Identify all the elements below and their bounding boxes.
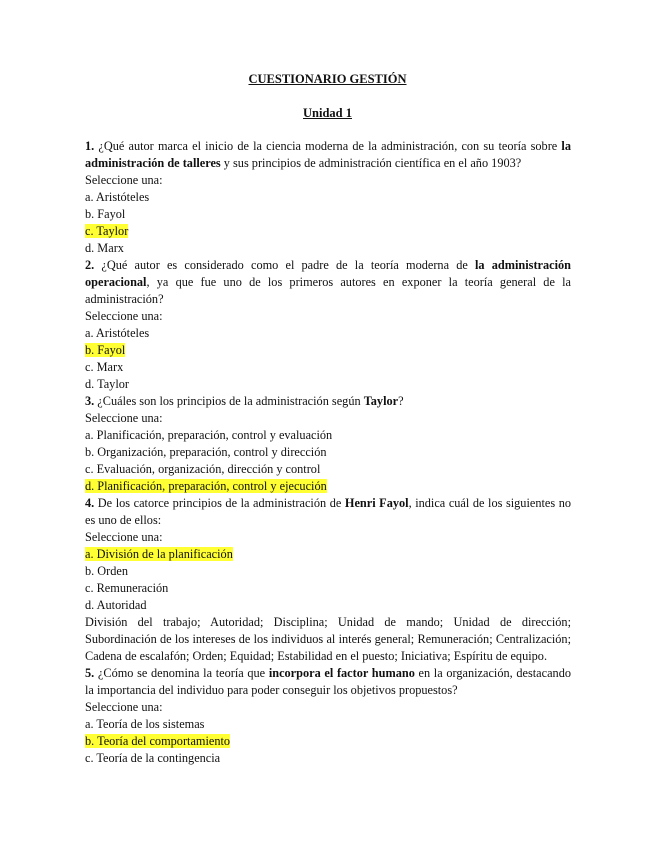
- question-number: 5.: [85, 666, 95, 680]
- question-5: 5. ¿Cómo se denomina la teoría que incorpora el factor humano en la organización, destacando la importancia del individuo para poder conseguir los objetivos propuestos?: [85, 666, 572, 697]
- question-1: 1. ¿Qué autor marca el inicio de la ciencia moderna de la administración, con su teoría sobre la administración de talleres y sus principios de administración científica en el año 1903?: [85, 139, 571, 170]
- question-2: 2. ¿Qué autor es considerado como el padre de la teoría moderna de la administración operacional, ya que fue uno de los primeros autores en exponer la teoría general de la administración?: [85, 258, 572, 306]
- correct-answer-highlight: a. División de la planificación: [85, 547, 233, 561]
- option-a: [85, 546, 571, 563]
- option-b: b. Organización, preparación, control y dirección: [85, 445, 327, 459]
- select-prompt: Seleccione una:: [85, 700, 163, 714]
- question-4: 4. De los catorce principios de la administración de Henri Fayol, indica cuál de los siguientes no es uno de ellos:: [85, 496, 572, 527]
- correct-answer-highlight: b. Fayol: [85, 343, 126, 357]
- option-a: a. Aristóteles: [85, 190, 150, 204]
- select-prompt: Seleccione una:: [85, 309, 163, 323]
- correct-answer-highlight: b. Teoría del comportamiento: [85, 734, 231, 748]
- question-3: 3. ¿Cuáles son los principios de la administración según Taylor?: [85, 394, 404, 408]
- option-b: b. Fayol: [85, 207, 126, 221]
- select-prompt: Seleccione una:: [85, 411, 163, 425]
- option-c: c. Evaluación, organización, dirección y control: [85, 462, 321, 476]
- option-c: c. Marx: [85, 360, 124, 374]
- option-a: a. Planificación, preparación, control y evaluación: [85, 428, 333, 442]
- document-title: CUESTIONARIO GESTIÓN: [248, 72, 407, 86]
- option-d: d. Marx: [85, 241, 124, 255]
- select-prompt: Seleccione una:: [85, 530, 163, 544]
- option-d: d. Taylor: [85, 377, 129, 391]
- option-c: [85, 223, 571, 240]
- option-b: b. Orden: [85, 564, 129, 578]
- option-d: [85, 478, 571, 495]
- option-b: [85, 733, 571, 750]
- option-c: c. Remuneración: [85, 581, 169, 595]
- option-b: [85, 342, 571, 359]
- correct-answer-highlight: c. Taylor: [85, 224, 129, 238]
- question-number: 3.: [85, 394, 95, 408]
- question-list: [85, 138, 571, 767]
- question-number: 1.: [85, 139, 95, 153]
- answer-explanation: División del trabajo; Autoridad; Disciplina; Unidad de mando; Unidad de dirección; Subordinación de los intereses de los individuos al interés general; Remuneración; Centralización; Cadena de escalafón; Orden; Equidad; Estabilidad en el puesto; Iniciativa; Espíritu de equipo.: [85, 615, 571, 663]
- unit-heading: Unidad 1: [303, 106, 352, 120]
- option-c: c. Teoría de la contingencia: [85, 751, 221, 765]
- option-d: d. Autoridad: [85, 598, 147, 612]
- question-number: 2.: [85, 258, 95, 272]
- select-prompt: Seleccione una:: [85, 173, 163, 187]
- option-a: a. Teoría de los sistemas: [85, 717, 205, 731]
- correct-answer-highlight: d. Planificación, preparación, control y ejecución: [85, 479, 327, 493]
- option-a: a. Aristóteles: [85, 326, 150, 340]
- question-number: 4.: [85, 496, 95, 510]
